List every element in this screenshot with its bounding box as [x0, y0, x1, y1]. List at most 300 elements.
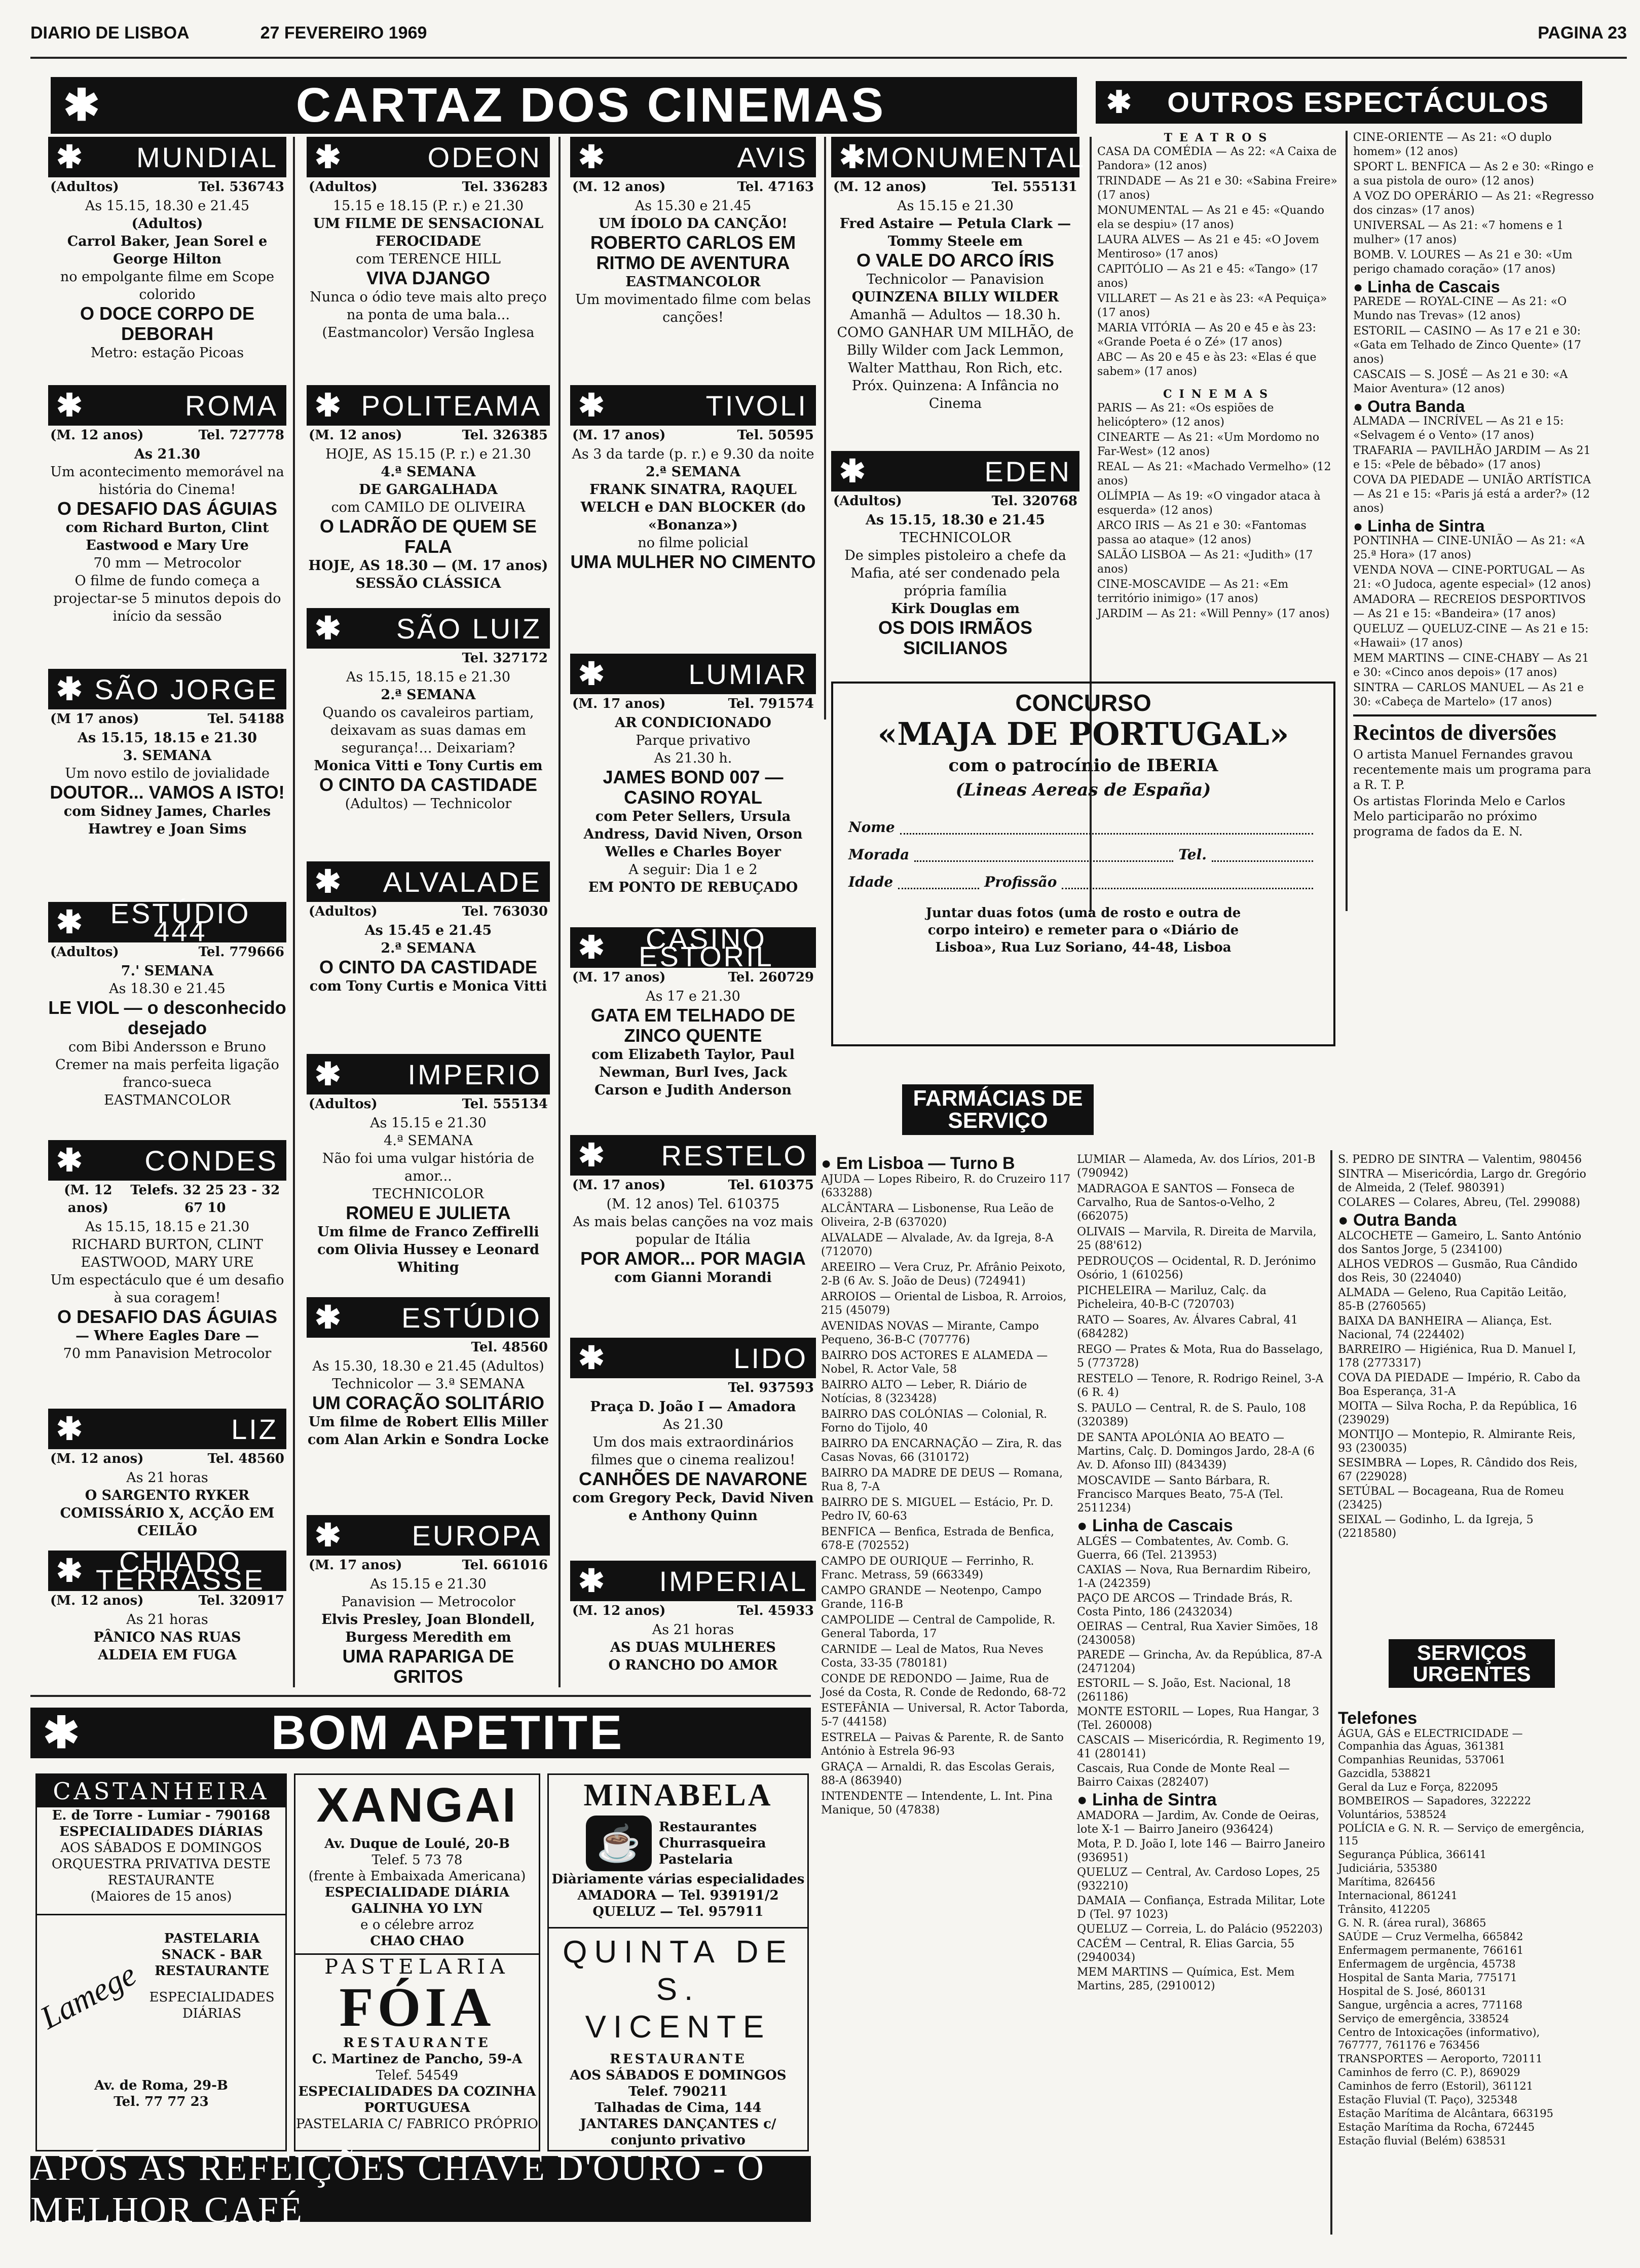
cinema-listing [307, 137, 550, 342]
asterisk-icon: ✱ [578, 1563, 605, 1599]
listing-line: Panavision — Metrocolor [341, 1594, 515, 1610]
cinema-header [570, 1135, 816, 1176]
xangai-line: GALINHA YO LYN [351, 1901, 483, 1916]
farmacia-item: LUMIAR — Alameda, Av. dos Lírios, 201-B (790942) [1077, 1153, 1316, 1180]
cinema-tel: Tel. 791574 [728, 696, 814, 711]
farmacia-item: INTENDENTE — Intendente, L. Int. Pina Manique, 50 (47838) [821, 1790, 1053, 1817]
cinema-meta [48, 709, 286, 729]
column-divider [824, 137, 826, 720]
lisboa-heading: ● Em Lisboa — Turno B [821, 1154, 1015, 1173]
listing-line: COMISSÁRIO X, ACÇÃO EM CEILÃO [60, 1505, 275, 1539]
listing-line: As 15.15 e 21.30 [370, 1115, 487, 1131]
xangai-address: Av. Duque de Loulé, 20-B [324, 1836, 510, 1851]
cinema-tel: Tel. 555134 [462, 1097, 548, 1112]
farmacia-item: S. PAULO — Central, R. de S. Paulo, 108 (320389) [1077, 1402, 1306, 1428]
asterisk-icon: ✱ [56, 904, 83, 940]
outros-title: OUTROS ESPECTÁCULOS [1167, 86, 1549, 118]
asterisk-icon: ✱ [578, 1340, 605, 1376]
cinema-listing [570, 1135, 816, 1287]
cinema-header [48, 1140, 286, 1181]
listing-line: As 15.15, 18.30 e 21.45 [866, 512, 1045, 528]
farmacia-item: Cascais, Rua Conde de Monte Real — Bairro Caixas (282407) [1077, 1762, 1290, 1789]
cinema-name: MONUMENTAL [865, 141, 1086, 173]
cinema-name: MUNDIAL [136, 141, 278, 173]
ad-minabela-quinta [547, 1773, 809, 2151]
cinema-listing [48, 137, 286, 362]
farmacias-lisboa-col1 [821, 1153, 1072, 1819]
farmacia-item: COLARES — Colares, Abreu, (Tel. 299088) [1338, 1196, 1580, 1209]
film-title: OS DOIS IRMÃOS SICILIANOS [878, 617, 1033, 658]
cinema-listing [307, 385, 550, 592]
listing-line: EASTMANCOLOR [104, 1092, 231, 1108]
xangai-line: e o célebre arroz [360, 1917, 474, 1933]
asterisk-icon: ✱ [43, 1709, 80, 1757]
film-title: O LADRÃO DE QUEM SE FALA [319, 516, 537, 557]
farmacia-item: CAMPO DE OURIQUE — Ferrinho, R. Franc. Metrass, 59 (663349) [821, 1555, 1034, 1581]
cinema-tel: Tel. 48560 [471, 1340, 548, 1355]
asterisk-icon: ✱ [315, 1056, 341, 1092]
servico-item: TRANSPORTES — Aeroporto, 720111 [1338, 2053, 1543, 2065]
age-rating: (M. 12 anos) [572, 1603, 666, 1618]
farmacia-item: RATO — Soares, Av. Álvares Cabral, 41 (684282) [1077, 1314, 1298, 1340]
cinema-listing [831, 451, 1079, 658]
farmacia-item: AMADORA — Jardim, Av. Conde de Oeiras, lote X-1 — Bairro Janeiro (936424) [1077, 1809, 1320, 1836]
asterisk-icon: ✱ [315, 611, 341, 646]
column-divider [1346, 131, 1348, 911]
lamege-line: PASTELARIA [164, 1931, 260, 1946]
farmacia-item: S. PEDRO DE SINTRA — Valentim, 980456 [1338, 1153, 1582, 1166]
cinema-header [48, 1409, 286, 1449]
listing-line: O SARGENTO RYKER [85, 1488, 250, 1503]
cinema-listing [570, 385, 816, 572]
listing-line: 70 mm — Metrocolor [93, 555, 241, 571]
listing-line: AS DUAS MULHERES [610, 1640, 776, 1655]
cinema-item: OLÍMPIA — As 19: «O vingador ataca à esquerda» (12 anos) [1097, 490, 1321, 517]
listing-line: Não foi uma vulgar história de amor... [322, 1151, 535, 1184]
age-rating: (M. 17 anos) [309, 1558, 402, 1573]
listing-line: As 21.30 h. [654, 750, 732, 766]
listing-line: com CAMILO DE OLIVEIRA [331, 500, 526, 515]
servico-item: Estação Marítima da Rocha, 672445 [1338, 2121, 1535, 2133]
espectaculo-item: PAREDE — ROYAL-CINE — As 21: «O Mundo nas Trevas» (12 anos) [1353, 295, 1567, 322]
cinema-name: CASINO ESTORIL [639, 923, 774, 972]
listing-line: As 3 da tarde (p. r.) e 9.30 da noite [572, 446, 814, 462]
age-rating: (Adultos) [50, 179, 119, 195]
quinta-address: Talhadas de Cima, 144 [594, 2100, 762, 2115]
cinema-name: ESTÚDIO [401, 1301, 542, 1334]
listing-line: 4.ª SEMANA [381, 464, 476, 480]
idade-field[interactable]: Idade Profissão [848, 870, 1318, 894]
listing-line: com Elizabeth Taylor, Paul Newman, Burl Ives, Jack Carson e Judith Anderson [591, 1047, 795, 1098]
concurso-sponsor: com o patrocínio de IBERIA [948, 755, 1218, 776]
asterisk-icon: ✱ [578, 1138, 605, 1173]
castanheira-line: (Maiores de 15 anos) [90, 1889, 232, 1904]
listing-line: As 15.15 e 21.30 [897, 198, 1014, 214]
servico-item: Centro de Intoxicações (informativo), 767777, 761176 e 763456 [1338, 2026, 1540, 2051]
farmacia-item: SEIXAL — Godinho, L. da Igreja, 5 (2218580) [1338, 1514, 1534, 1540]
listing-line: (Adultos) — Technicolor [345, 796, 512, 812]
cinema-tel: Tel. 327172 [462, 651, 548, 666]
cinema-listing [48, 897, 286, 1109]
cinema-listing [48, 669, 286, 838]
minabela-line: Restaurantes Churrasqueira Pastelaria [659, 1820, 766, 1867]
cinema-meta [307, 1338, 550, 1357]
listing-line: De simples pistoleiro a chefe da Mafia, até ser condenado pela própria família [844, 548, 1066, 599]
age-rating: (M. 17 anos) [572, 428, 666, 443]
asterisk-icon: ✱ [315, 1518, 341, 1553]
listing-line: Um acontecimento memorável na história do Cinema! [50, 464, 284, 498]
cinema-tel: Tel. 727778 [198, 428, 284, 443]
farmacia-item: MADRAGOA E SANTOS — Fonseca de Carvalho, Rua de Santos-o-Velho, 2 (662075) [1077, 1183, 1295, 1223]
film-title: VIVA DJANGO [366, 268, 491, 288]
age-rating: (M. 12 anos) [833, 179, 927, 195]
foia-line: ESPECIALIDADES DA COZINHA PORTUGUESA [298, 2084, 536, 2115]
cinema-listing [570, 923, 816, 1099]
farmacia-item: REGO — Prates & Mota, Rua do Basselago, 5 (773728) [1077, 1343, 1323, 1370]
farmacia-item: BAIRRO DOS ACTORES E ALAMEDA — Nobel, R. Actor Vale, 58 [821, 1349, 1048, 1376]
listing-line: Technicolor — Panavision [866, 272, 1045, 287]
age-rating: (M 17 anos) [50, 711, 139, 727]
column-divider [558, 137, 561, 1687]
film-title: O DESAFIO DAS ÁGUIAS [57, 1306, 278, 1327]
farm-banda-heading: ● Outra Banda [1338, 1211, 1457, 1230]
listing-line: Um movimentado filme com belas canções! [575, 292, 811, 325]
cinema-listing [570, 654, 816, 896]
listing-line: TECHNICOLOR [372, 1186, 484, 1202]
servico-item: Sangue, urgência a acres, 771168 [1338, 1999, 1523, 2011]
cinema-tel: Tel. 45933 [737, 1603, 814, 1618]
farm-sintra-heading: ● Linha de Sintra [1077, 1790, 1217, 1809]
cinema-tel: Tel. 536743 [198, 179, 284, 195]
film-title: O VALE DO ARCO ÍRIS [856, 250, 1055, 271]
asterisk-icon: ✱ [56, 1411, 83, 1447]
foia-address: C. Martinez de Pancho, 59-A [312, 2052, 523, 2067]
farmacia-item: SETÚBAL — Bocageana, Rua de Romeu (23425) [1338, 1485, 1564, 1511]
listing-line: As mais belas canções na voz mais popular de Itália [573, 1214, 813, 1248]
listing-line: Um filme de Robert Ellis Miller com Alan Arkin e Sondra Locke [307, 1414, 549, 1448]
cinema-tel: Tel. 260729 [728, 970, 814, 985]
listing-line: UM ÍDOLO DA CANÇÃO! [599, 216, 788, 232]
cinema-header [570, 1561, 816, 1601]
listing-line: 2.ª SEMANA [381, 687, 476, 703]
cinema-name: SÃO JORGE [94, 673, 278, 705]
espectaculo-item: SINTRA — CARLOS MANUEL — As 21 e 30: «Cabeça de Martelo» (17 anos) [1353, 682, 1584, 708]
farmacia-item: COVA DA PIEDADE — Império, R. Cabo da Boa Esperança, 31-A [1338, 1372, 1581, 1398]
farmacia-item: ALCOCHETE — Gameiro, L. Santo António dos Santos Jorge, 5 (234100) [1338, 1230, 1582, 1256]
cinema-header [48, 137, 286, 177]
servico-item: Serviço de emergência, 338524 [1338, 2013, 1509, 2025]
rule [30, 1695, 811, 1697]
listing-line: no filme policial [638, 535, 749, 551]
foia-line: PASTELARIA [295, 1953, 539, 1979]
espectaculo-item: AMADORA — RECREIOS DESPORTIVOS — As 21 e 15: «Bandeira» (17 anos) [1353, 593, 1586, 620]
listing-line: 2.ª SEMANA [381, 940, 476, 956]
cinema-tel: Tel. 320768 [991, 494, 1077, 509]
farmacia-item: BAIRRO DE S. MIGUEL — Estácio, Pr. D. Pedro IV, 60-63 [821, 1496, 1054, 1523]
cinema-meta [831, 492, 1079, 511]
farmacia-item: CARNIDE — Leal de Matos, Rua Neves Costa, 33-35 (780181) [821, 1643, 1043, 1670]
cinema-name: TIVOLI [705, 389, 808, 422]
cinema-header [307, 385, 550, 426]
age-rating: (M. 17 anos) [572, 696, 666, 711]
recintos-heading: Recintos de diversões [1353, 720, 1556, 745]
asterisk-icon: ✱ [315, 1300, 341, 1335]
foia-tel: Telef. 54549 [376, 2068, 459, 2083]
listing-line: O RANCHO DO AMOR [608, 1657, 778, 1673]
cinema-name: CHIADO TERRASSE [96, 1546, 265, 1596]
listing-line: TECHNICOLOR [900, 530, 1011, 546]
servico-item: Caminhos de ferro (C. P.), 869029 [1338, 2066, 1520, 2078]
lamege-address: Av. de Roma, 29-B [94, 2078, 228, 2093]
farmacia-item: MOITA — Silva Rocha, P. da República, 16 (239029) [1338, 1400, 1577, 1426]
farmacia-item: OEIRAS — Central, Rua Xavier Simões, 18 (2430058) [1077, 1620, 1318, 1647]
listing-line: As 21.30 [662, 1417, 724, 1432]
cinema-item: PARIS — As 21: «Os espiões de helicóptero» (12 anos) [1097, 402, 1274, 429]
asterisk-icon: ✱ [315, 139, 341, 175]
listing-line: 7.' SEMANA [121, 963, 214, 979]
cinema-listing [48, 1140, 286, 1363]
teatro-item: MONUMENTAL — As 21 e 45: «Quando ela se despiu» (17 anos) [1097, 204, 1324, 231]
concurso-name: «MAJA DE PORTUGAL» [877, 715, 1289, 752]
listing-line: As 15.15, 18.15 e 21.30 [78, 730, 257, 746]
minabela-line: Diàriamente várias especialidades [551, 1872, 805, 1887]
farmacias-title: FARMÁCIAS DE SERVIÇO [902, 1084, 1094, 1135]
cinema-tel: Tel. 54188 [207, 711, 284, 727]
age-rating: (Adultos) [833, 494, 902, 509]
farmacia-item: PICHELEIRA — Mariluz, Calç. da Picheleira, 40-B-C (720703) [1077, 1284, 1266, 1311]
listing-line: As 21 horas [126, 1470, 208, 1486]
asterisk-icon: ✱ [56, 388, 83, 423]
servico-item: Estação Fluvial (T. Paço), 325348 [1338, 2094, 1518, 2106]
asterisk-icon: ✱ [1106, 85, 1132, 119]
cinema-header [831, 137, 1086, 177]
espectaculo-item: COVA DA PIEDADE — UNIÃO ARTÍSTICA — As 21 e 15: «Paris já está a arder?» (12 anos) [1353, 474, 1591, 515]
farmacia-item: ESTRELA — Paivas & Parente, R. de Santo António à Estrela 96-93 [821, 1731, 1064, 1758]
age-rating: (M. 12 anos) [309, 428, 402, 443]
xangai-name: XANGAI [316, 1778, 518, 1832]
asterisk-icon: ✱ [56, 139, 83, 175]
cinema-listing [48, 1546, 286, 1664]
film-title: CANHÕES DE NAVARONE [579, 1468, 807, 1489]
nome-field[interactable]: Nome [848, 815, 1318, 840]
bom-apetite-banner [30, 1708, 811, 1758]
cinema-header [48, 897, 286, 947]
lamege-line: SNACK - BAR [161, 1947, 263, 1962]
cinema-tel: Telefs. 32 25 23 - 32 67 10 [130, 1183, 280, 1216]
teatro-item: LAURA ALVES — As 21 e 45: «O Jovem Mentiroso» (17 anos) [1097, 234, 1319, 260]
servico-item: Hospital de Santa Maria, 775171 [1338, 1972, 1517, 1984]
listing-line: As 15.15, 18.15 e 21.30 [85, 1219, 250, 1235]
age-rating: (M. 12 anos) [50, 1451, 144, 1466]
cinema-item: CINEARTE — As 21: «Um Mordomo no Far-West» (12 anos) [1097, 431, 1320, 458]
cinema-item: SALÃO LISBOA — As 21: «Judith» (17 anos) [1097, 549, 1313, 576]
listing-line: Technicolor — 3.ª SEMANA [332, 1376, 525, 1392]
listing-line: no empolgante filme em Scope colorido [60, 269, 275, 303]
farmacia-item: ALVALADE — Alvalade, Av. da Igreja, 8-A (712070) [821, 1232, 1054, 1258]
servico-item: Gazcidla, 538821 [1338, 1767, 1432, 1780]
cinema-name: ALVALADE [383, 865, 542, 898]
servico-item: POLÍCIA e G. N. R. — Serviço de emergência, 115 [1338, 1822, 1585, 1847]
footer-banner: APÓS AS REFEIÇÕES CHAVE D'OURO - O MELHOR CAFÉ [30, 2156, 811, 2222]
listing-line: As 15.15, 18.15 e 21.30 [346, 669, 511, 685]
film-title: LE VIOL — o desconhecido desejado [48, 997, 286, 1038]
quinta-line: JANTARES DANÇANTES c/ conjunto privativo [580, 2116, 776, 2148]
servico-item: Geral da Luz e Força, 822095 [1338, 1781, 1499, 1793]
listing-line: (M. 12 anos) Tel. 610375 [606, 1196, 780, 1212]
cinema-header [570, 923, 816, 972]
listing-line: Fred Astaire — Petula Clark — Tommy Steele em [839, 216, 1071, 249]
asterisk-icon: ✱ [63, 81, 100, 130]
farmacia-item: QUELUZ — Central, Av. Cardoso Lopes, 25 (932210) [1077, 1866, 1320, 1893]
cinema-meta [570, 1378, 816, 1398]
xangai-line: (frente à Embaixada Americana) [308, 1869, 526, 1884]
servico-item: Voluntários, 538524 [1338, 1808, 1447, 1821]
teatro-item: TRINDADE — As 21 e 30: «Sabina Freire» (17 anos) [1097, 175, 1337, 202]
cinema-item: ARCO IRIS — As 21 e 30: «Fantomas passa ao ataque» (12 anos) [1097, 519, 1307, 546]
farmacia-item: OLIVAIS — Marvila, R. Direita de Marvila, 25 (88'612) [1077, 1226, 1317, 1252]
xangai-line: ESPECIALIDADE DIÁRIA [324, 1885, 510, 1900]
castanheira-address: E. de Torre - Lumiar - 790168 [52, 1808, 271, 1823]
listing-line: Um espectáculo que é um desafio à sua coragem! [50, 1272, 284, 1306]
cinema-header [307, 861, 550, 902]
asterisk-icon: ✱ [315, 864, 341, 899]
listing-line: As 21 horas [652, 1622, 734, 1638]
servico-item: BOMBEIROS — Sapadores, 322222 [1338, 1795, 1532, 1807]
farmacia-item: MEM MARTINS — Química, Est. Mem Martins, 285, (2910012) [1077, 1966, 1295, 1992]
farmacia-item: RESTELO — Tenore, R. Rodrigo Reinel, 3-A (6 R. 4) [1077, 1373, 1324, 1399]
farmacia-item: ALGÉS — Combatentes, Av. Comb. G. Guerra, 66 (Tel. 213953) [1077, 1535, 1289, 1562]
servico-item: Internacional, 861241 [1338, 1889, 1458, 1902]
espectaculo-item: MEM MARTINS — CINE-CHABY — As 21 e 30: «Cinco anos depois» (17 anos) [1353, 652, 1589, 679]
listing-line: HOJE, AS 15.15 (P. r.) e 21.30 [325, 446, 531, 462]
listing-line: DE GARGALHADA [359, 482, 498, 498]
servico-item: Trânsito, 412205 [1338, 1903, 1431, 1915]
recinto-item: O artista Manuel Fernandes gravou recentemente mais um programa para a R. T. P. [1353, 747, 1591, 792]
asterisk-icon: ✱ [56, 671, 83, 707]
listing-line: As 15.30, 18.30 e 21.45 (Adultos) [312, 1358, 544, 1374]
farmacia-item: AVENIDAS NOVAS — Mirante, Campo Pequeno, 36-B-C (707776) [821, 1320, 1039, 1346]
farmacia-item: MONTE ESTORIL — Lopes, Rua Hangar, 3 (Tel. 260008) [1077, 1706, 1320, 1732]
listing-line: Parque privativo [636, 733, 751, 748]
farmacia-item: CAXIAS — Nova, Rua Bernardim Ribeiro, 1-A (242359) [1077, 1564, 1311, 1590]
listing-line: 2.ª SEMANA [645, 464, 741, 480]
cinema-tel: Tel. 779666 [198, 944, 284, 960]
servico-item: Companhias Reunidas, 537061 [1338, 1754, 1506, 1766]
farmacia-item: BAIRRO DA ENCARNAÇÃO — Zira, R. das Casas Novas, 66 (310172) [821, 1438, 1062, 1464]
listing-line: Monica Vitti e Tony Curtis em [314, 758, 543, 774]
espectaculo-item: PONTINHA — CINE-UNIÃO — As 21: «A 25.ª Hora» (17 anos) [1353, 535, 1585, 561]
cinema-name: IMPERIO [407, 1058, 542, 1090]
servico-item: Caminhos de ferro (Estoril), 361121 [1338, 2080, 1534, 2092]
page-number: PAGINA 23 [1538, 23, 1627, 43]
asterisk-icon: ✱ [56, 1553, 83, 1589]
cinema-header [570, 654, 816, 694]
edition-date: 27 FEVEREIRO 1969 [260, 23, 427, 43]
cinema-name: POLITEAMA [361, 389, 542, 422]
cinema-tel: Tel. 610375 [728, 1178, 814, 1193]
cinema-tel: Tel. 50595 [737, 428, 814, 443]
cinema-name: ROMA [185, 389, 278, 422]
listing-line: HOJE, AS 18.30 — (M. 17 anos) [308, 558, 548, 574]
age-rating: (M. 12 anos) [64, 1183, 113, 1216]
cinema-tel: Tel. 320917 [198, 1593, 284, 1608]
film-title: UM CORAÇÃO SOLITÁRIO [312, 1392, 544, 1413]
asterisk-icon: ✱ [578, 388, 605, 423]
farmacia-item: BAIRRO ALTO — Leber, R. Diário de Notícias, 8 (323428) [821, 1379, 1027, 1405]
servicos-title: SERVIÇOS URGENTES [1389, 1639, 1555, 1688]
servicos-list [1338, 1708, 1586, 2148]
farm-cascais-heading: ● Linha de Cascais [1077, 1516, 1233, 1535]
servico-item: Hospital de S. José, 860131 [1338, 1985, 1487, 1997]
listing-line: Próx. Quinzena: A Infância no Cinema [851, 378, 1059, 411]
quinta-line: RESTAURANTE [610, 2052, 747, 2067]
farmacia-item: AJUDA — Lopes Ribeiro, R. do Cruzeiro 117 (633288) [821, 1173, 1071, 1199]
farmacia-item: BARREIRO — Higiénica, Rua D. Manuel I, 178 (2773317) [1338, 1343, 1576, 1370]
cinema-name: RESTELO [661, 1139, 808, 1171]
minabela-name: MINABELA [583, 1778, 773, 1812]
age-rating: (M. 12 anos) [50, 428, 144, 443]
cinema-header [570, 137, 816, 177]
cinema-meta [570, 1601, 816, 1621]
film-title: O CINTO DA CASTIDADE [319, 774, 537, 795]
minabela-logo-icon: ☕ [586, 1816, 652, 1871]
outros-banner [1096, 81, 1582, 124]
quinta-name: QUINTA DE S. VICENTE [549, 1927, 807, 2051]
foia-name: FÓIA [339, 1976, 495, 2038]
lamege-logo: Lamege [34, 1956, 142, 2036]
farmacia-item: ESTEFÂNIA — Universal, R. Actor Taborda, 5-7 (44158) [821, 1702, 1069, 1728]
cinema-meta [307, 1094, 550, 1114]
cinema-header [570, 385, 816, 426]
farmacia-item: ALHOS VEDROS — Gusmão, Rua Cândido dos Reis, 30 (224040) [1338, 1258, 1578, 1284]
cinema-header [307, 608, 550, 649]
espectaculo-item: VENDA NOVA — CINE-PORTUGAL — As 21: «O Judoca, agente especial» (12 anos) [1353, 564, 1591, 591]
listing-line: As 15.45 e 21.45 [364, 923, 492, 938]
listing-line: com Peter Sellers, Ursula Andress, David Niven, Orson Welles e Charles Boyer [583, 809, 803, 860]
listing-line: As 15.15, 18.30 e 21.45 [85, 198, 250, 214]
cinema-name: ESTÚDIO 444 [110, 897, 251, 947]
listing-line: com Bibi Andersson e Bruno Cremer na mais perfeita ligação franco-sueca [55, 1039, 279, 1090]
castanheira-name: CASTANHEIRA [37, 1775, 285, 1807]
cinema-listing [831, 137, 1086, 412]
listing-line: QUINZENA BILLY WILDER [851, 289, 1059, 305]
farmacias-lisboa-col2 [1077, 1153, 1325, 1994]
espectaculo-item: CASCAIS — S. JOSÉ — As 21 e 30: «A Maior Aventura» (12 anos) [1353, 368, 1568, 395]
teatro-item: CAPITÓLIO — As 21 e 45: «Tango» (17 anos) [1097, 263, 1318, 290]
farmacia-item: ALCÂNTARA — Lisbonense, Rua Leão de Oliveira, 2-B (637020) [821, 1202, 1054, 1229]
cinema-tel: Tel. 661016 [462, 1558, 548, 1573]
film-title: ROMEU E JULIETA [346, 1202, 511, 1223]
farmacia-item: BAIXA DA BANHEIRA — Aliança, Est. Nacional, 74 (224402) [1338, 1315, 1552, 1341]
farmacia-item: BENFICA — Benfica, Estrada de Benfica, 678-E (702552) [821, 1526, 1055, 1552]
teatro-item: MARIA VITÓRIA — As 20 e 45 e às 23: «Grande Poeta é o Zé» (17 anos) [1097, 322, 1316, 349]
asterisk-icon: ✱ [839, 453, 866, 489]
cinema-meta [307, 426, 550, 445]
farmacia-item: CAMPO GRANDE — Neotenpo, Campo Grande, 116-B [821, 1584, 1042, 1611]
servico-item: SAÚDE — Cruz Vermelha, 665842 [1338, 1931, 1523, 1943]
cinema-name: LIDO [733, 1342, 808, 1374]
morada-field[interactable]: Morada Tel. [848, 843, 1318, 867]
castanheira-line: AOS SÁBADOS E DOMINGOS ORQUESTRA PRIVATIVA DESTE RESTAURANTE [51, 1840, 271, 1888]
listing-line: 3. SEMANA [123, 748, 212, 764]
concurso-sub: (Lineas Aereas de España) [955, 780, 1211, 800]
cinema-name: ODEON [427, 141, 542, 173]
banda-heading: ● Outra Banda [1353, 397, 1465, 415]
bom-apetite-title: BOM APETITE [271, 1708, 624, 1758]
farmacia-item: ALMADA — Geleno, Rua Capitão Leitão, 85-B (2760565) [1338, 1287, 1567, 1313]
cinema-header [48, 669, 286, 709]
cinema-header [307, 137, 550, 177]
